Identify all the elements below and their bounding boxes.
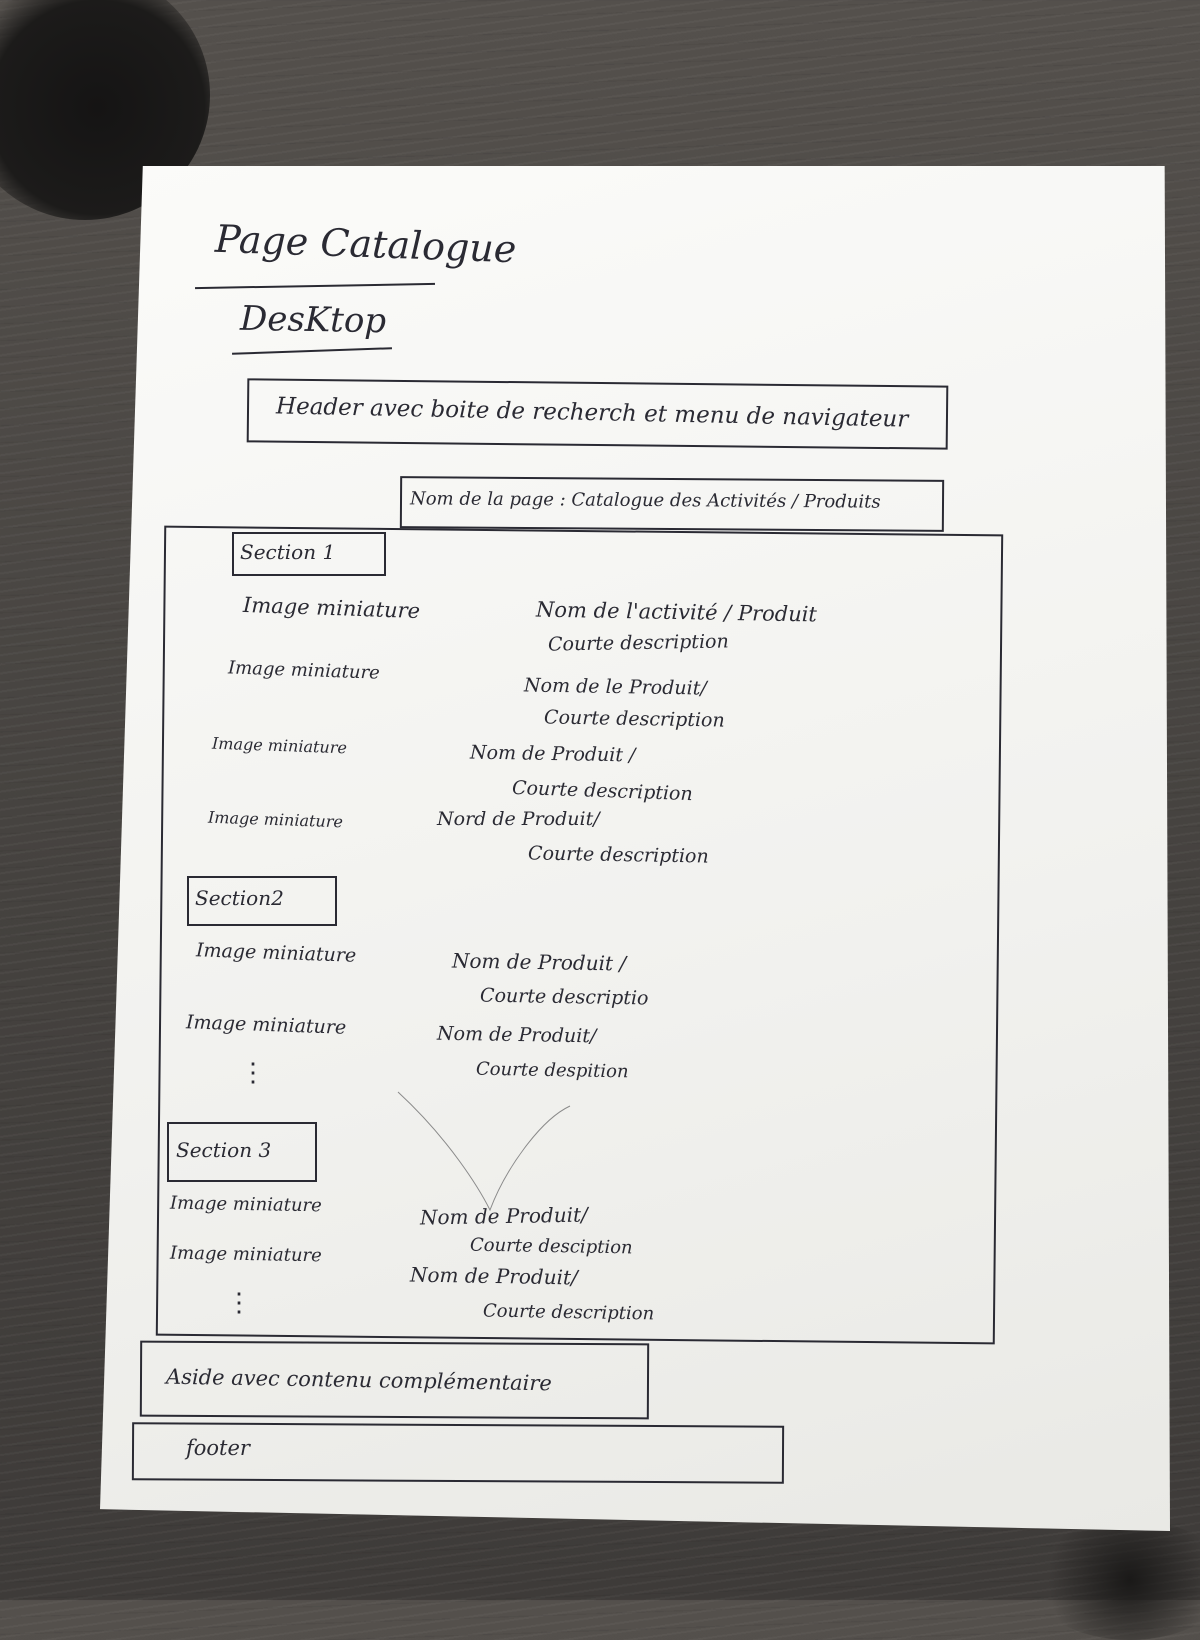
s1-item1-image: Image miniature [242, 592, 421, 624]
s2-item2-name: Nom de Produit/ [436, 1022, 597, 1048]
s3-item2-desc: Courte description [482, 1300, 655, 1325]
s1-item2-name: Nom de le Produit/ [523, 674, 707, 700]
sketch-title: Page Catalogue [214, 216, 518, 272]
aside-box-label: Aside avec contenu complémentaire [165, 1364, 553, 1396]
s1-item3-name: Nom de Produit / [469, 741, 636, 767]
s3-item1-desc: Courte desciption [469, 1234, 633, 1259]
s2-item1-desc: Courte descriptio [479, 984, 649, 1010]
corner-shadow [1030, 1520, 1200, 1640]
s3-item1-name: Nom de Produit/ [419, 1202, 588, 1230]
s3-more-ellipsis: ⋮ [226, 1288, 252, 1318]
s1-item1-desc: Courte description [547, 630, 729, 656]
pencil-stroke [390, 1080, 590, 1220]
s2-item1-name: Nom de Produit / [451, 948, 627, 976]
s3-item2-name: Nom de Produit/ [409, 1262, 578, 1290]
page-name-label: Nom de la page : Catalogue des Activités / Produits [409, 488, 881, 513]
pencil-stroke-path [398, 1092, 570, 1210]
s2-item2-desc: Courte despition [475, 1058, 629, 1083]
header-box-label: Header avec boite de recherch et menu de navigateur [275, 393, 909, 433]
s1-item4-image: Image miniature [207, 807, 344, 832]
s2-item1-image: Image miniature [195, 939, 357, 967]
s2-item2-image: Image miniature [185, 1011, 347, 1039]
s1-item2-image: Image miniature [227, 657, 381, 684]
section-1-label: Section 1 [240, 540, 336, 564]
s1-item4-desc: Courte description [527, 842, 709, 868]
s3-item1-image: Image miniature [169, 1192, 322, 1217]
s1-item3-desc: Courte description [511, 776, 694, 806]
s2-more-ellipsis: ⋮ [240, 1058, 266, 1088]
s1-item3-image: Image miniature [211, 733, 348, 758]
sketch-subtitle: DesKtop [239, 298, 387, 342]
s1-item2-desc: Courte description [543, 706, 725, 732]
section-3-label: Section 3 [176, 1138, 272, 1162]
s3-item2-image: Image miniature [169, 1242, 322, 1267]
footer-box-label: footer [186, 1436, 250, 1460]
s1-item4-name: Nord de Produit/ [437, 808, 600, 830]
s1-item1-name: Nom de l'activité / Produit [535, 597, 818, 627]
section-2-label: Section2 [195, 886, 284, 910]
